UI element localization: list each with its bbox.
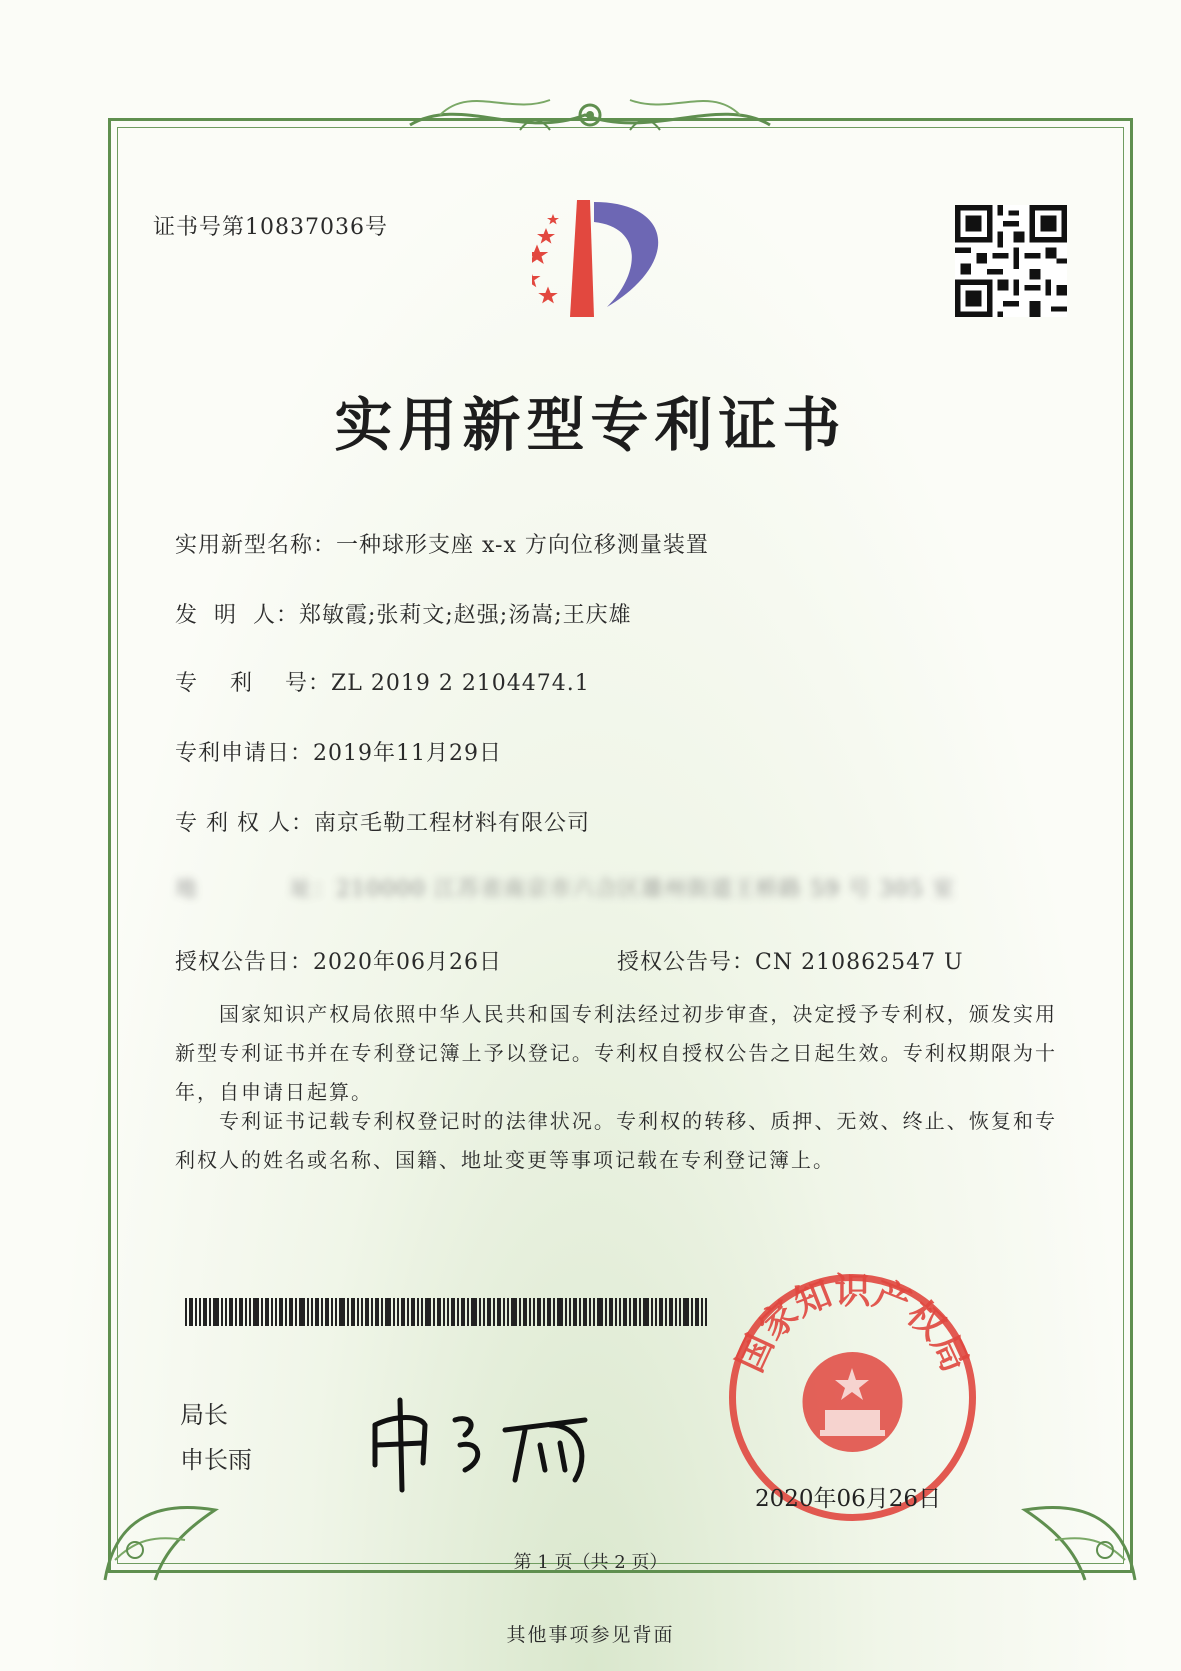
application-date-label: 专利申请日： [175, 741, 314, 766]
page-number: 第 1 页（共 2 页） [513, 1552, 668, 1573]
inventor-row [175, 598, 632, 629]
grant-number-value: CN 210862547 U [755, 950, 964, 975]
grant-number-row [617, 945, 964, 976]
address-label: 地 [175, 877, 199, 902]
director-signature-icon [365, 1385, 625, 1495]
application-date-value: 2019年11月29日 [313, 741, 502, 766]
top-ornament [400, 85, 780, 145]
certificate-number: 证书号第10837036号 [153, 215, 388, 240]
statement-paragraph-2: 专利证书记载专利权登记时的法律状况。专利权的转移、质押、无效、终止、恢复和专利权人的姓名或名称、国籍、地址变更等事项记载在专利登记簿上。 [175, 1109, 1057, 1172]
grant-date-value: 2020年06月26日 [313, 950, 502, 975]
director-name: 申长雨 [180, 1446, 252, 1474]
patent-number-label: 专 利 号： [175, 671, 331, 696]
director-title: 局长 [180, 1401, 228, 1429]
address-row [175, 872, 955, 903]
certificate-title: 实用新型专利证书 [334, 391, 847, 459]
grant-date-label: 授权公告日： [175, 950, 314, 975]
inventor-label: 发 明 人： [175, 603, 299, 628]
patent-number-value: ZL 2019 2 2104474.1 [330, 671, 590, 696]
inventor-value: 郑敏霞;张莉文;赵强;汤嵩;王庆雄 [298, 603, 632, 628]
footer-note: 其他事项参见背面 [506, 1624, 675, 1646]
application-date-row [175, 736, 502, 767]
seal-date: 2020年06月26日 [755, 1486, 942, 1512]
statement-paragraph-1: 国家知识产权局依照中华人民共和国专利法经过初步审查，决定授予专利权，颁发实用新型专利证书并在专利登记簿上予以登记。专利权自授权公告之日起生效。专利权期限为十年，自申请日起算。 [175, 1002, 1057, 1104]
utility-model-name-value: 一种球形支座 x-x 方向位移测量装置 [336, 533, 709, 558]
patentee-label: 专 利 权 人： [175, 811, 314, 836]
barcode-icon [185, 1298, 707, 1326]
utility-model-name-row [175, 528, 709, 559]
utility-model-name-label: 实用新型名称： [175, 533, 337, 558]
patentee-row [175, 806, 590, 837]
svg-text:国家知识产权局: 国家知识产权局 [729, 1271, 976, 1379]
qr-code-icon [955, 205, 1067, 317]
patent-office-logo-icon [532, 192, 707, 337]
patentee-value: 南京毛勒工程材料有限公司 [313, 811, 590, 836]
grant-date-row [175, 945, 502, 976]
patent-number-row [175, 666, 590, 697]
grant-number-label: 授权公告号： [617, 950, 756, 975]
address-value: 址：210000 江苏省南京市六合区雄州街道王桥路 59 号 305 室 [290, 877, 955, 902]
